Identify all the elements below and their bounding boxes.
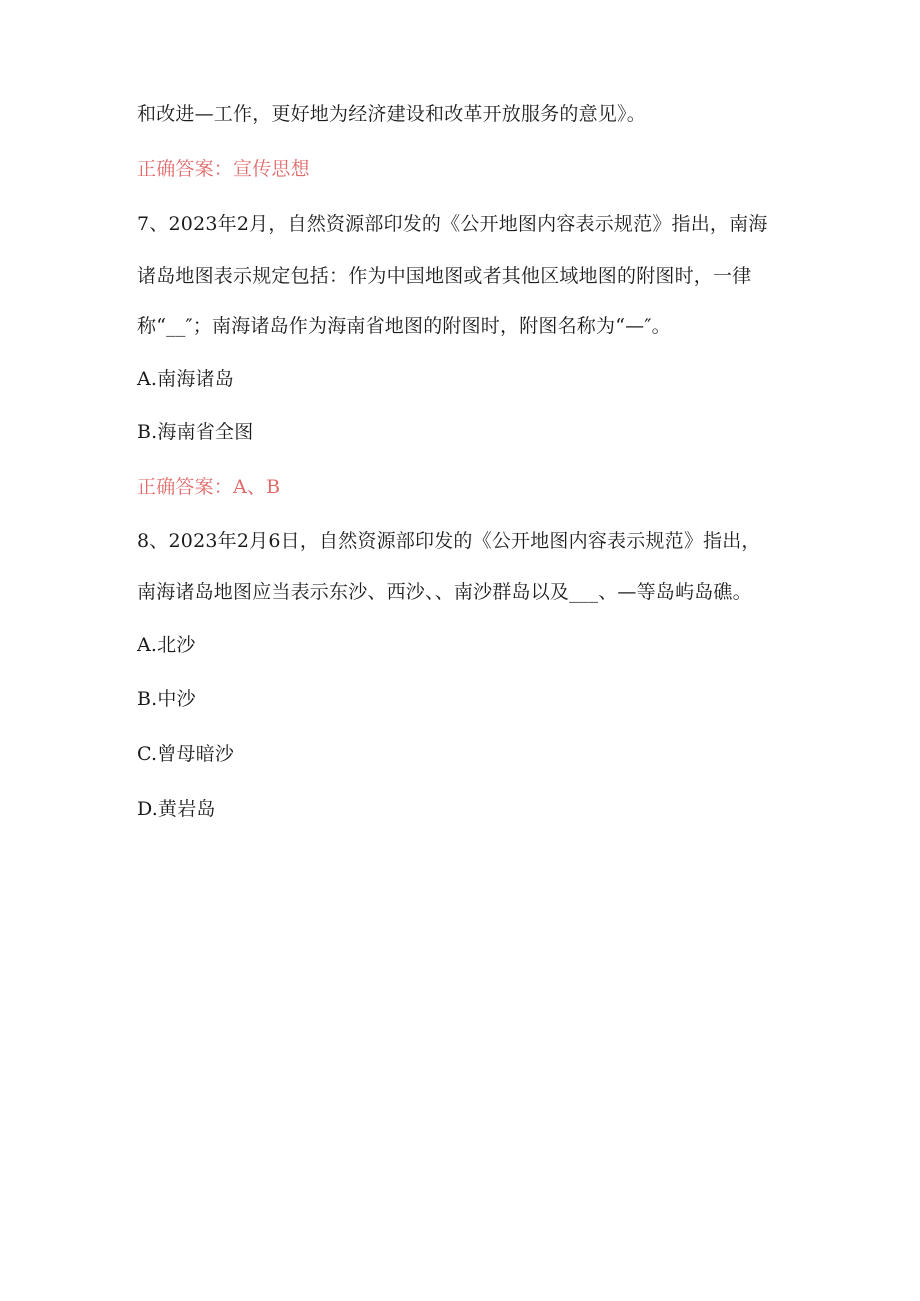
question-7-option-a: A.南海诸岛 bbox=[137, 368, 234, 390]
answer-q6: 正确答案：宣传思想 bbox=[137, 158, 310, 180]
question-7-option-b: B.海南省全图 bbox=[137, 421, 254, 443]
question-8-option-d: D.黄岩岛 bbox=[137, 798, 216, 820]
question-8-line-2: 南海诸岛地图应当表示东沙、西沙、、南沙群岛以及___、—等岛屿岛礁。 bbox=[137, 581, 752, 603]
question-8-option-c: C.曾母暗沙 bbox=[137, 743, 235, 765]
question-7-line-3: 称“__″；南海诸岛作为海南省地图的附图时，附图名称为“—″。 bbox=[137, 315, 671, 337]
question-8-option-b: B.中沙 bbox=[137, 688, 196, 710]
question-7-line-2: 诸岛地图表示规定包括：作为中国地图或者其他区域地图的附图时，一律 bbox=[137, 265, 752, 287]
intro-text-tail: 和改进—工作，更好地为经济建设和改革开放服务的意见》。 bbox=[137, 103, 646, 125]
question-8-option-a: A.北沙 bbox=[137, 634, 196, 656]
question-7-line-1: 7、2023年2月，自然资源部印发的《公开地图内容表示规范》指出，南海 bbox=[137, 213, 768, 235]
answer-q7: 正确答案：A、B bbox=[137, 476, 281, 498]
question-8-line-1: 8、2023年2月6日，自然资源部印发的《公开地图内容表示规范》指出， bbox=[137, 530, 761, 552]
